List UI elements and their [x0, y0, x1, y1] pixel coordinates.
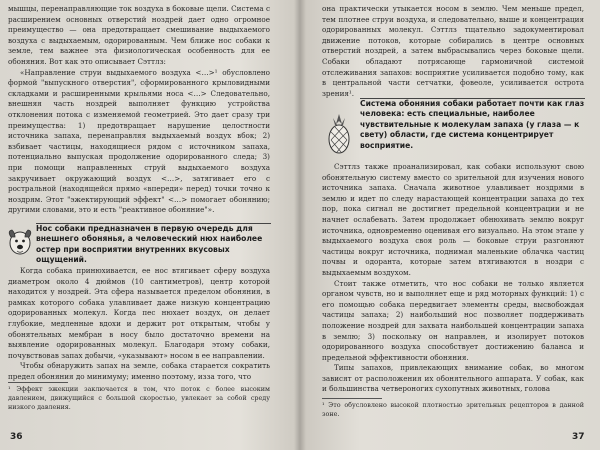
page-number: 36 [10, 432, 23, 442]
paragraph: Стоит также отметить, что нос собаки не только является органом чувств, но и выполняет еще и ряд моторных функций: 1) с его помощью собака передвигает элементы среды, высвобождая частицы запаха; 2) наибольший нос позволяет поддерживать положение ноздрей для захвата наибольшей концентрации запаха в землю; 3) поскольку он направлен, и изолирует потоков одорированного воздуха способствует достижению баланса и предельной эффективности обоняния. [322, 278, 584, 362]
right-text-bottom [322, 162, 584, 395]
callout-text: Система обоняния собаки работает почти как глаз человека: есть специальные, наиболее чувствительные к молекулам запаха (у глаза — к свету) области, где система концентрирует восприятие. [360, 99, 585, 150]
left-page [0, 0, 296, 450]
paragraph: она практически утыкается носом в землю. Чем меньше предел, тем плотнее струи воздуха, и следовательно, выше и концентрация одорированных молекул. Сэттлз тщательно задокументировал движение потоков, которые собирались в центре основных отверстий ноздрей, а затем выбрасывались через боковые щели. Собаки обладают потрясающе гармоничной системой отслеживания запахов: восприятие усиливается подобно тому, как в центральной части сетчатки, фовеоле, усиливается острота зрения¹. [322, 4, 584, 98]
page-number: 37 [572, 432, 585, 442]
pineapple-icon [324, 112, 354, 156]
left-text-bottom [8, 266, 270, 383]
callout-text: Нос собаки предназначен в первую очередь для внешнего обонянья, а человеческий нюх наиболее остер при восприятии внутренних вкусовых ощущений. [36, 224, 263, 265]
footnote: ¹ Это обусловлено высокой плотностью зрительных рецепторов в данной зоне. [322, 401, 584, 418]
paragraph: «Направление струи выдыхаемого воздуха <…>¹ обусловлено формой "выпускного отверстия", сформированного крыловидными складками и расширенными крыльями носа <…> Следовательно, внешняя часть ноздрей выполняет функцию устройства отклонения потока с изменяемой геометрией. Это дает сразу три преимущества: 1) предотвращает нарушение целостности источника запаха, перенаправляя выдыхаемый воздух вбок; 2) взбивает частицы, находящиеся рядом с источником запаха, потенциально выпуская продолжение одорированного следа; 3) при помощи направленных струй выдыхаемого воздуха закручивает окружающий воздух <…>, затягивает его с ростральной (находящейся прямо «впереди» перед) точки точно к ноздрям. Этот "эжектирующий эффект" <…> помогает обонянию; другими словами, это и есть "реактивное обоняние"». [8, 67, 270, 215]
paragraph: мышцы, перенаправляющие ток воздуха в боковые щели. Система с расширением основных отверстий ноздрей дает одно огромное преимущество — она предотвращает смешивание выдыхаемого воздуха с выдыхаемым, одорированным. Чем ближе нос собаки к земле, тем важнее эта физиологическая особенность для ее обоняния. Вот как это описывает Сэттлз: [8, 4, 270, 66]
right-page [304, 0, 600, 450]
paragraph: Типы запахов, привлекающих внимание собак, во многом зависят от расположения их обонятельного аппарата. У собак, как и большинства четвероногих сухопутных животных, голова [322, 363, 584, 394]
left-text-top [8, 4, 270, 216]
footnote: ¹ Эффект эжекции заключается в том, что поток с более высоким давлением, движущийся с большой скоростью, увлекает за собой среду низкого давления. [8, 385, 270, 411]
footnote-rule [322, 398, 382, 399]
right-text-top [322, 4, 584, 99]
dog-head-icon [6, 227, 34, 257]
paragraph: Сэттлз также проанализировал, как собаки используют свою обонятельную систему вместо со зрительной для изучения нового источника запаха. Сначала животное улавливает ноздрями в землю и идет по следу нарастающей концентрации запаха до тех пор, пока сигнал не достигнет предельной концентрации и не начнет ослабевать. Затем продолжает обнюхивать землю вокруг источника, одновременно оценивая его визуально. На этом этапе у выдыхаемого воздуха своя роль — боковые струи разгоняют частицы вокруг источника, поднимая маленькие облачка частиц почвы и одоранта, которые затем втягиваются в ноздри с выдыхаемым воздухом. [322, 162, 584, 277]
paragraph: Когда собака принюхивается, ее нос втягивает сферу воздуха диаметром около 4 дюймов (10 сантиметров), центр которой находится у ноздрей. Эта сфера называется пределом обоняния, в рамках которого собака улавливает даже низкую концентрацию одорированных молекул. Когда пес нюхает воздух, он делает глубокие, медленные вдохи и держит рот открытым, чтобы у обонятельных мембран в носу было достаточно времени на выявление одорированных молекул. Благодаря этому собаки, почувствовав запах добычи, «указывают» носом в ее направлении. [8, 266, 270, 360]
paragraph: Чтобы обнаружить запах на земле, собака старается сократить предел обоняния до минимуму; именно поэтому, изза того, что [8, 361, 270, 381]
footnote-rule [8, 382, 68, 383]
